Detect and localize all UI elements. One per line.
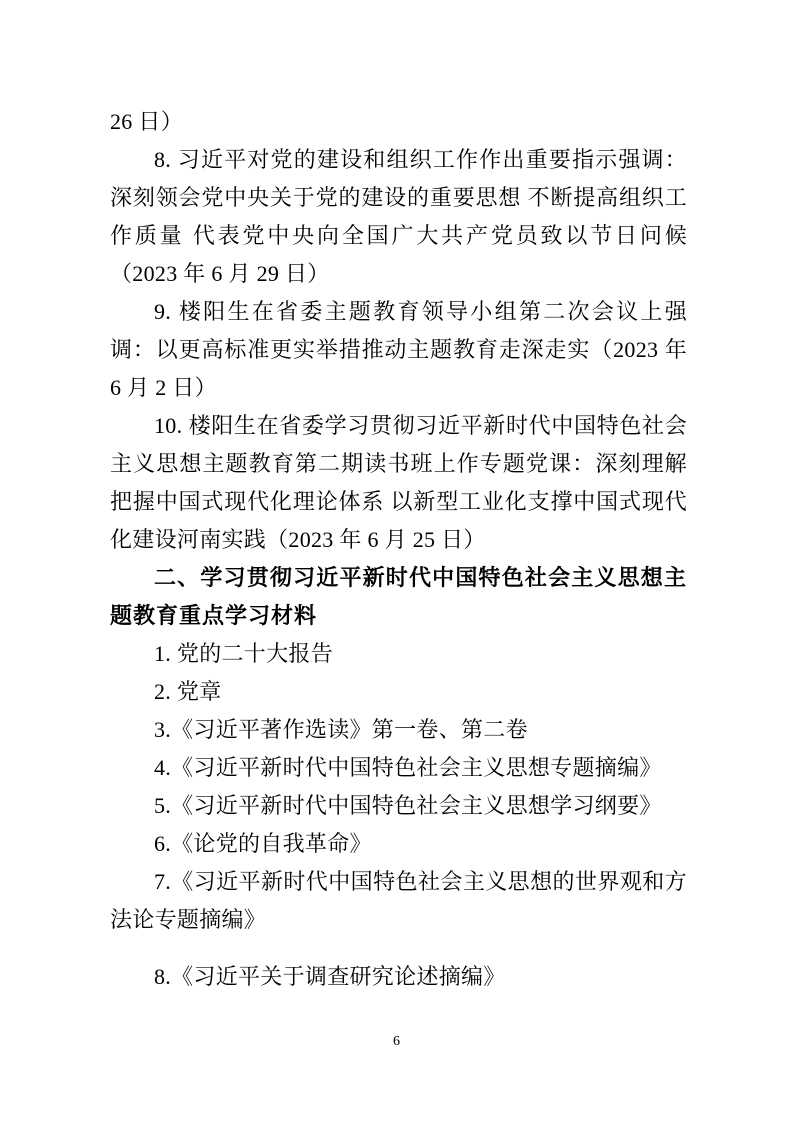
list-item-3: 3.《习近平著作选读》第一卷、第二卷 — [154, 717, 528, 742]
paragraph-item-9: 9. 楼阳生在省委主题教育领导小组第二次会议上强调：以更高标准更实举措推动主题教育走深走实（2023 年 6 月 2 日） — [110, 299, 687, 400]
paragraph-continuation: 26 日） — [110, 109, 184, 134]
list-item-1: 1. 党的二十大报告 — [154, 641, 334, 666]
section-heading: 二、学习贯彻习近平新时代中国特色社会主义思想主题教育重点学习材料 — [110, 565, 687, 628]
list-item-8: 8.《习近平关于调查研究论述摘编》 — [154, 964, 506, 989]
paragraph-item-10: 10. 楼阳生在省委学习贯彻习近平新时代中国特色社会主义思想主题教育第二期读书班上作专题党课：深刻理解把握中国式现代化理论体系 以新型工业化支撑中国式现代化建设河南实践（2023 年 6 月 25 日） — [110, 413, 687, 552]
list-item-5: 5.《习近平新时代中国特色社会主义思想学习纲要》 — [154, 793, 662, 818]
page-footer — [0, 1032, 793, 1052]
list-item-6: 6.《论党的自我革命》 — [154, 831, 372, 856]
list-item-7: 7.《习近平新时代中国特色社会主义思想的世界观和方法论专题摘编》 — [110, 869, 687, 932]
list-item-4: 4.《习近平新时代中国特色社会主义思想专题摘编》 — [154, 755, 662, 780]
list-item-2: 2. 党章 — [154, 679, 222, 704]
page-number: 6 — [393, 1034, 400, 1049]
paragraph-item-8: 8. 习近平对党的建设和组织工作作出重要指示强调：深刻领会党中央关于党的建设的重要思想 不断提高组织工作质量 代表党中央向全国广大共产党员致以节日问候（2023 年 6 月 29 日） — [110, 147, 687, 286]
document-body — [110, 103, 687, 996]
